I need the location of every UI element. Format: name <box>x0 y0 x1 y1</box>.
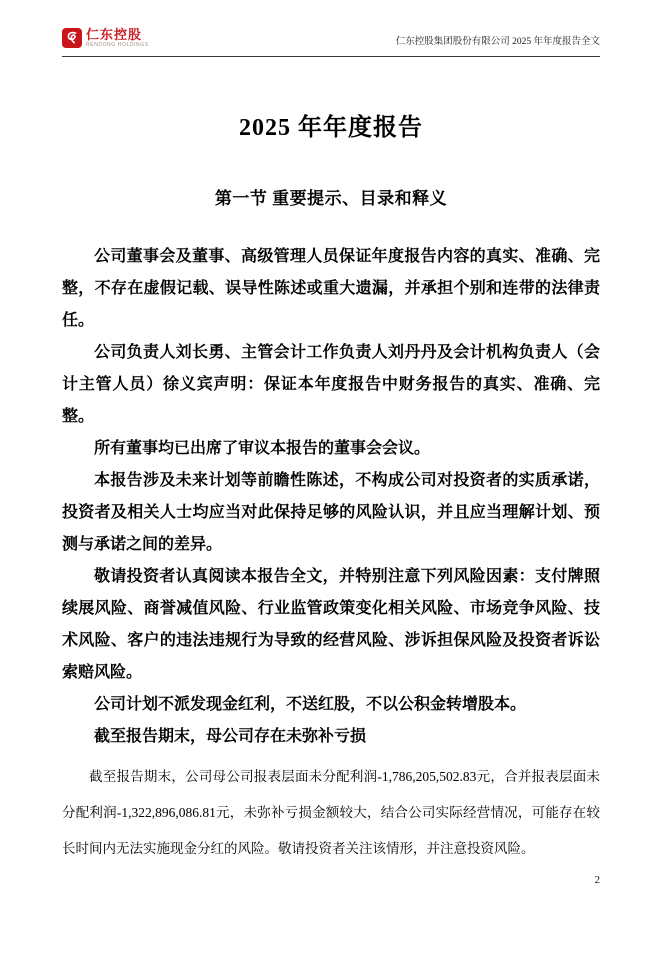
section-title: 第一节 重要提示、目录和释义 <box>214 189 448 208</box>
page-header <box>62 28 600 57</box>
brand-text <box>86 28 149 48</box>
paragraph-board-guarantee: 公司董事会及董事、高级管理人员保证年度报告内容的真实、准确、完整，不存在虚假记载、误导性陈述或重大遗漏，并承担个别和连带的法律责任。 <box>62 248 600 329</box>
report-content <box>0 111 662 867</box>
paragraph-forward-looking-statement: 本报告涉及未来计划等前瞻性陈述，不构成公司对投资者的实质承诺，投资者及相关人士均应当对此保持足够的风险认识，并且应当理解计划、预测与承诺之间的差异。 <box>62 472 600 553</box>
paragraph-uncovered-loss-heading: 截至报告期末，母公司存在未弥补亏损 <box>94 728 367 745</box>
paragraph-dividend-plan: 公司计划不派发现金红利，不送红股，不以公积金转增股本。 <box>94 696 527 713</box>
report-page <box>0 28 662 964</box>
brand-logo <box>62 28 149 48</box>
brand-name-cn: 仁东控股 <box>86 27 143 42</box>
paragraph-directors-attendance: 所有董事均已出席了审议本报告的董事会会议。 <box>94 440 431 457</box>
document-header-title: 仁东控股集团股份有限公司 2025 年年度报告全文 <box>395 37 600 47</box>
paragraph-uncovered-loss-detail: 截至报告期末，公司母公司报表层面未分配利润-1,786,205,502.83元，合并报表层面未分配利润-1,322,896,086.81元，未弥补亏损金额较大，结合公司实际经营情况，可能存在较长时间内无法实施现金分红的风险。敬请投资者关注该情形，并注意投资风险。 <box>62 769 600 856</box>
brand-logo-icon <box>62 28 82 48</box>
report-title: 2025 年年度报告 <box>239 115 423 141</box>
paragraph-block <box>62 241 600 867</box>
paragraph-responsible-persons-statement: 公司负责人刘长勇、主管会计工作负责人刘丹丹及会计机构负责人（会计主管人员）徐义宾声明：保证本年度报告中财务报告的真实、准确、完整。 <box>62 344 600 425</box>
paragraph-risk-factors: 敬请投资者认真阅读本报告全文，并特别注意下列风险因素：支付牌照续展风险、商誉减值风险、行业监管政策变化相关风险、市场竞争风险、技术风险、客户的违法违规行为导致的经营风险、涉诉担保风险及投资者诉讼索赔风险。 <box>62 568 600 681</box>
page-number: 2 <box>594 874 600 886</box>
brand-name-en: RENDONG HOLDINGS <box>86 42 149 48</box>
